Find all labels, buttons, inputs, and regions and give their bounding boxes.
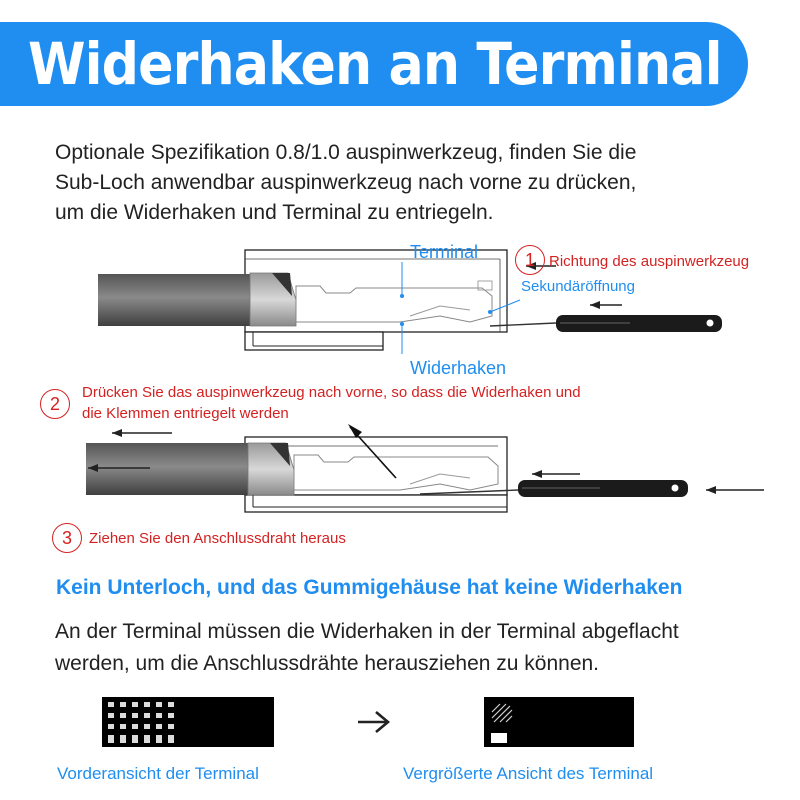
wire-insulation-1 — [98, 274, 256, 326]
step-1-marker: 1 — [515, 245, 545, 275]
front-view-caption: Vorderansicht der Terminal — [57, 764, 259, 783]
enlarged-view-caption: Vergrößerte Ansicht des Terminal — [403, 764, 654, 783]
barb-label: Widerhaken — [410, 358, 507, 378]
step-1-text: Richtung des auspinwerkzeug — [549, 253, 750, 270]
step-2-line: die Klemmen entriegelt werden — [82, 405, 289, 422]
arrow-right-icon — [358, 712, 388, 732]
step-3-text: Ziehen Sie den Anschlussdraht heraus — [89, 530, 346, 547]
section-paragraph — [55, 616, 679, 680]
terminal-label: Terminal — [410, 242, 479, 262]
diagram-step-2 — [86, 424, 764, 512]
step-3-marker: 3 — [52, 523, 82, 553]
section-line: werden, um die Anschlussdrähte herausziehen zu können. — [55, 652, 600, 675]
intro-line: um die Widerhaken und Terminal zu entriegeln. — [55, 201, 494, 224]
intro-line: Sub-Loch anwendbar auspinwerkzeug nach vorne zu drücken, — [55, 171, 637, 194]
intro-line: Optionale Spezifikation 0.8/1.0 auspinwerkzeug, finden Sie die — [55, 141, 637, 164]
secondary-opening-label: Sekundäröffnung — [521, 278, 635, 295]
step-2-text — [82, 382, 581, 424]
page-title: Widerhaken an Terminal — [28, 30, 722, 98]
section-heading: Kein Unterloch, und das Gummigehäuse hat keine Widerhaken — [56, 576, 683, 599]
wire-insulation-2 — [86, 443, 252, 495]
housing-bottom-2 — [245, 495, 507, 512]
section-line: An der Terminal müssen die Widerhaken in der Terminal abgeflacht — [55, 620, 679, 643]
step-2-marker: 2 — [40, 389, 70, 419]
housing-bottom-1 — [245, 332, 383, 350]
enlarged-view-terminal — [484, 697, 634, 747]
step-2-line: Drücken Sie das auspinwerkzeug nach vorne, so dass die Widerhaken und — [82, 384, 581, 401]
front-view-terminal — [102, 697, 274, 747]
